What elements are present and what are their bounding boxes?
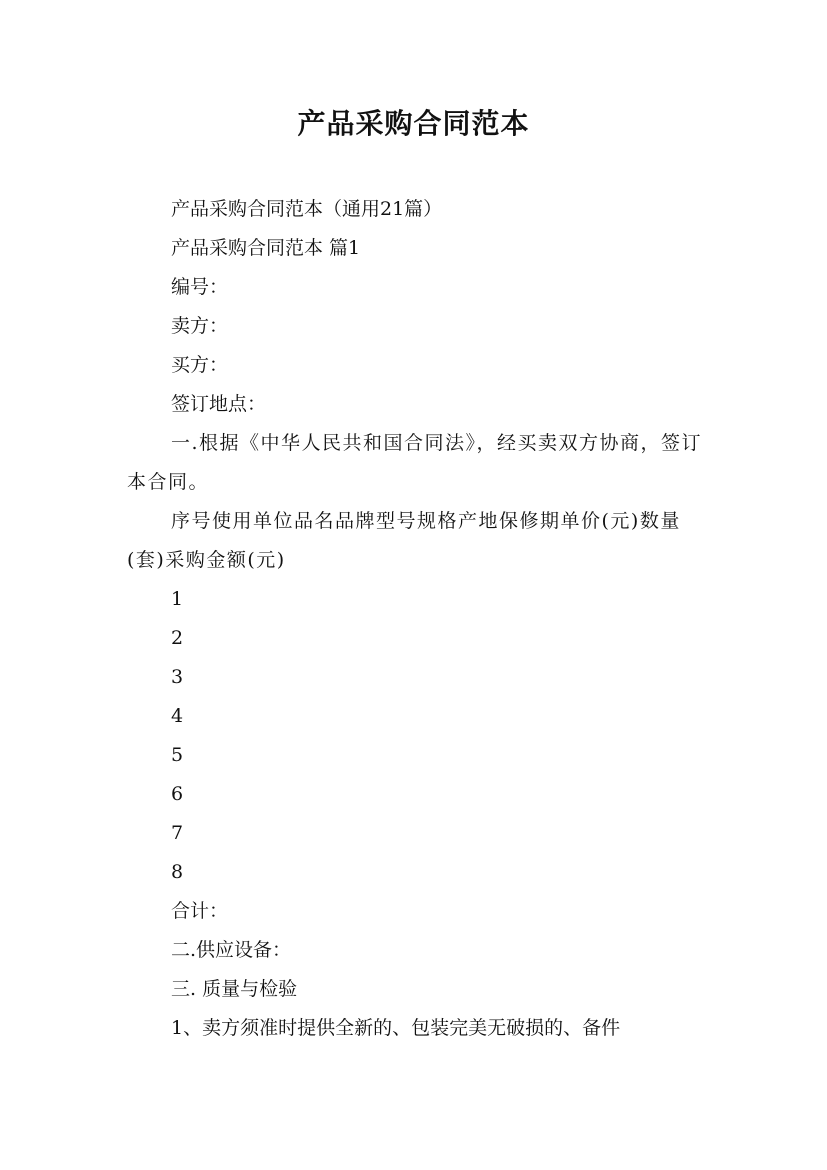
row-number: 1 — [171, 588, 184, 610]
clause-three-item-one: 1、卖方须准时提供全新的、包装完美无破损的、备件 — [171, 1017, 621, 1039]
row-number: 6 — [171, 783, 184, 805]
field-seller: 卖方： — [171, 315, 229, 337]
document-body — [127, 190, 712, 1048]
document-title: 产品采购合同范本 — [297, 107, 530, 140]
row-number: 3 — [171, 666, 184, 688]
clause-three: 三. 质量与检验 — [171, 978, 298, 1000]
subtitle-line: 产品采购合同范本（通用21篇） — [171, 198, 443, 220]
chapter-heading: 产品采购合同范本 篇1 — [171, 237, 361, 259]
field-signing-place: 签订地点： — [171, 393, 267, 415]
clause-two: 二.供应设备： — [171, 939, 292, 961]
table-header: 序号使用单位品名品牌型号规格产地保修期单价(元)数量(套)采购金额(元) — [127, 510, 681, 571]
field-buyer: 买方： — [171, 354, 229, 376]
row-number: 4 — [171, 705, 184, 727]
clause-one: 一.根据《中华人民共和国合同法》，经买卖双方协商，签订本合同。 — [127, 432, 703, 493]
total-line: 合计： — [171, 900, 229, 922]
row-number: 2 — [171, 627, 184, 649]
row-number: 8 — [171, 861, 184, 883]
row-number: 7 — [171, 822, 184, 844]
row-number: 5 — [171, 744, 184, 766]
field-number: 编号： — [171, 276, 229, 298]
